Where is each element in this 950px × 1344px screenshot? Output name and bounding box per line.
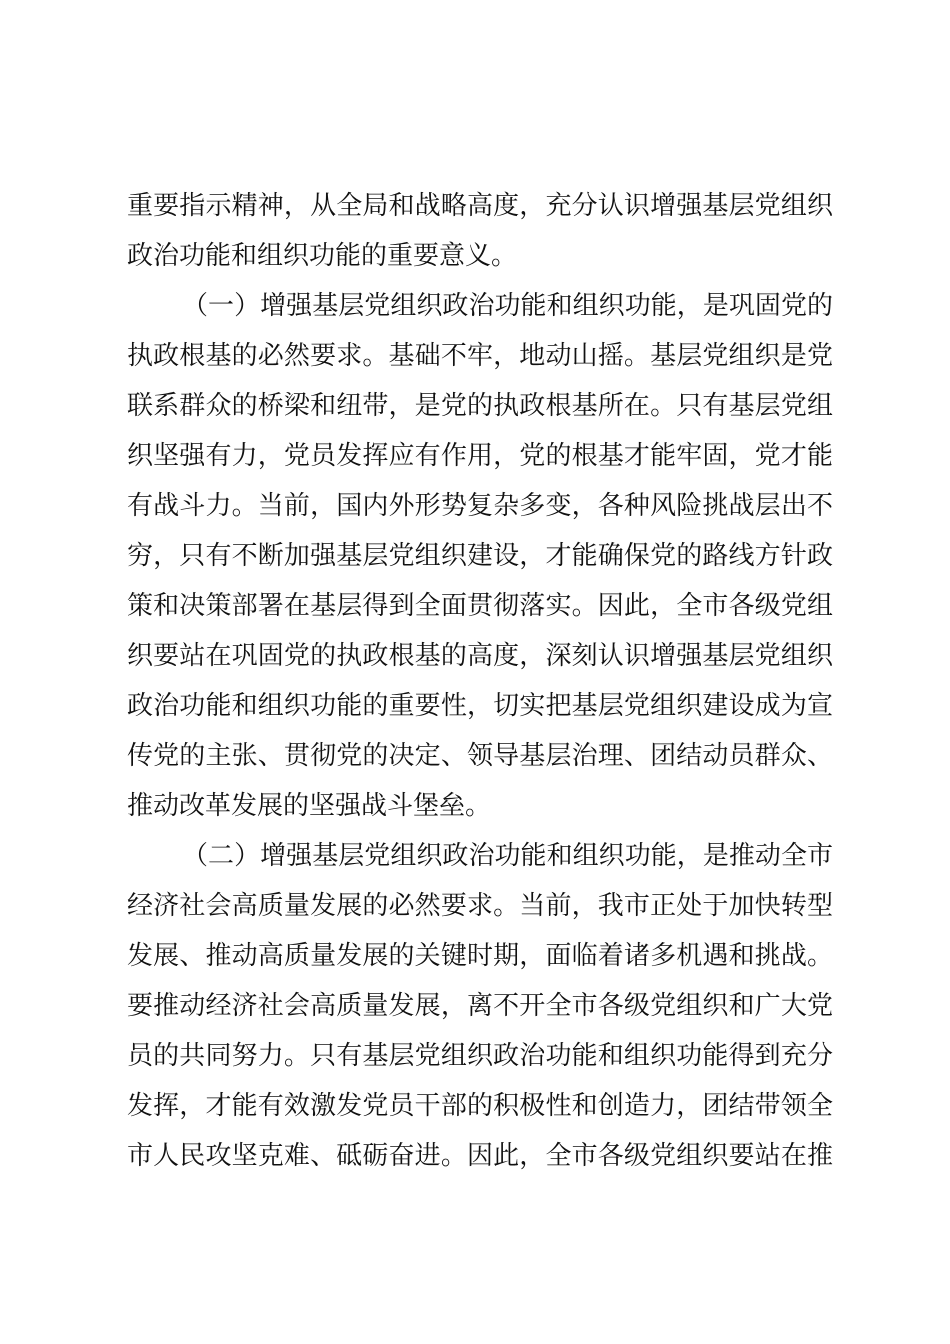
paragraph-2	[127, 281, 833, 831]
text-line: 执政根基的必然要求。基础不牢，地动山摇。基层党组织是党	[127, 341, 833, 371]
text-line: 织坚强有力，党员发挥应有作用，党的根基才能牢固，党才能	[127, 441, 833, 471]
text-line: （一）增强基层党组织政治功能和组织功能，是巩固党的	[182, 291, 833, 321]
text-line: 推动改革发展的坚强战斗堡垒。	[127, 791, 492, 821]
text-line: 员的共同努力。只有基层党组织政治功能和组织功能得到充分	[127, 1041, 833, 1071]
text-line: 重要指示精神，从全局和战略高度，充分认识增强基层党组织	[127, 191, 833, 221]
text-line: 发展、推动高质量发展的关键时期，面临着诸多机遇和挑战。	[127, 941, 833, 971]
text-line: 要推动经济社会高质量发展，离不开全市各级党组织和广大党	[127, 991, 833, 1021]
text-line: 有战斗力。当前，国内外形势复杂多变，各种风险挑战层出不	[127, 491, 833, 521]
text-line: 市人民攻坚克难、砥砺奋进。因此，全市各级党组织要站在推	[127, 1141, 833, 1171]
text-line: 织要站在巩固党的执政根基的高度，深刻认识增强基层党组织	[127, 641, 833, 671]
paragraph-1	[127, 181, 833, 281]
paragraph-3	[127, 831, 833, 1181]
text-line: 传党的主张、贯彻党的决定、领导基层治理、团结动员群众、	[127, 741, 833, 771]
text-line: 联系群众的桥梁和纽带，是党的执政根基所在。只有基层党组	[127, 391, 833, 421]
document-body	[127, 181, 833, 1181]
text-line: 策和决策部署在基层得到全面贯彻落实。因此，全市各级党组	[127, 591, 833, 621]
text-line: 政治功能和组织功能的重要性，切实把基层党组织建设成为宣	[127, 691, 833, 721]
text-line: 发挥，才能有效激发党员干部的积极性和创造力，团结带领全	[127, 1091, 833, 1121]
text-line: （二）增强基层党组织政治功能和组织功能，是推动全市	[182, 841, 833, 871]
text-line: 经济社会高质量发展的必然要求。当前，我市正处于加快转型	[127, 891, 833, 921]
text-line: 穷，只有不断加强基层党组织建设，才能确保党的路线方针政	[127, 541, 833, 571]
text-line: 政治功能和组织功能的重要意义。	[127, 241, 518, 271]
